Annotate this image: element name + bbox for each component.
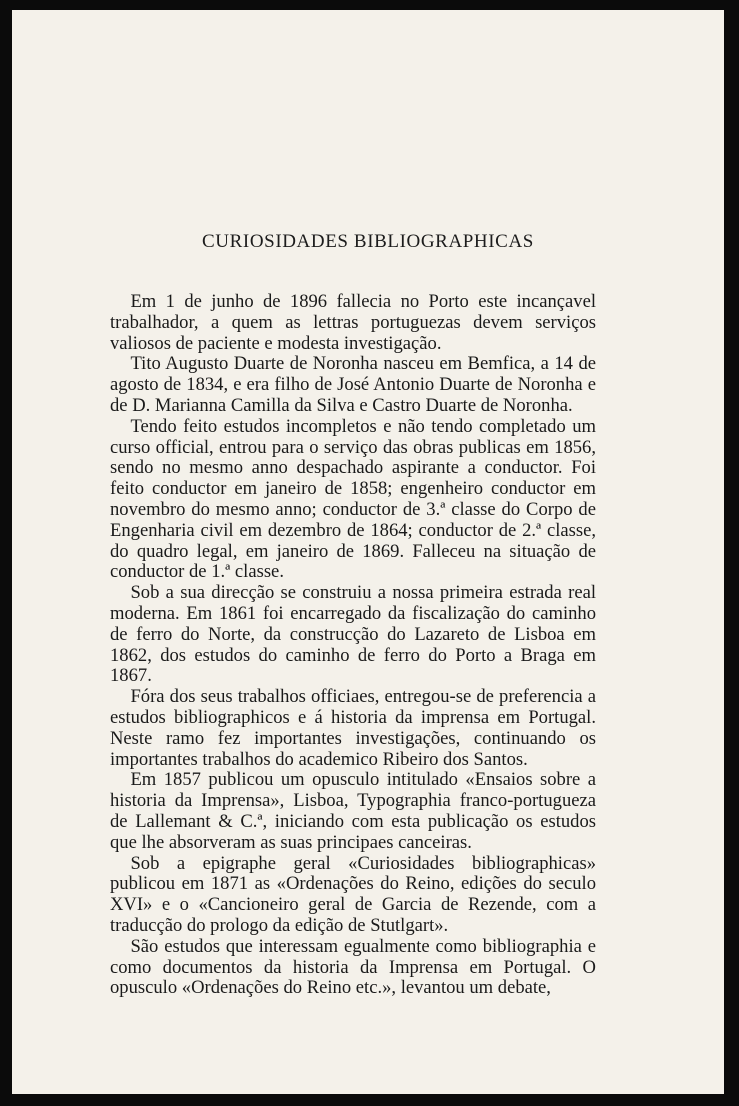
paragraph: Em 1857 publicou um opusculo intitulado «Ensaios sobre a historia da Imprensa», Lisboa, Typographia franco-portugueza de Lallemant & C.ª, iniciando com esta publicação os estudos que lhe absorveram as suas principaes canceiras.	[110, 769, 596, 853]
document-page	[12, 10, 724, 1094]
body-text	[110, 292, 596, 999]
paragraph: Sob a epigraphe geral «Curiosidades bibliographicas» publicou em 1871 as «Ordenações do Reino, edições do seculo XVI» e o «Cancioneiro geral de Garcia de Rezende, com a traducção do prologo da edição de Stutlgart».	[110, 852, 596, 936]
page-title: CURIOSIDADES BIBLIOGRAPHICAS	[202, 231, 534, 252]
paragraph: Fóra dos seus trabalhos officiaes, entregou-se de preferencia a estudos bibliographicos e á historia da imprensa em Portugal. Neste ramo fez importantes investigações, continuando os importantes trabalhos do academico Ribeiro dos Santos.	[110, 686, 596, 770]
paragraph: São estudos que interessam egualmente como bibliographia e como documentos da historia da Imprensa em Portugal. O opusculo «Ordenações do Reino etc.», levantou um debate,	[110, 935, 596, 999]
paragraph: Em 1 de junho de 1896 fallecia no Porto este incançavel trabalhador, a quem as lettras portuguezas devem serviços valiosos de paciente e modesta investigação.	[110, 291, 596, 354]
paragraph: Tendo feito estudos incompletos e não tendo completado um curso official, entrou para o serviço das obras publicas em 1856, sendo no mesmo anno despachado aspirante a conductor. Foi feito conductor em janeiro de 1858; engenheiro conductor em novembro do mesmo anno; conductor de 3.ª classe do Corpo de Engenharia civil em dezembro de 1864; conductor de 2.ª classe, do quadro legal, em janeiro de 1869. Falleceu na situação de conductor de 1.ª classe.	[110, 415, 596, 583]
paragraph: Tito Augusto Duarte de Noronha nasceu em Bemfica, a 14 de agosto de 1834, e era filho de José Antonio Duarte de Noronha e de D. Marianna Camilla da Silva e Castro Duarte de Noronha.	[110, 353, 596, 416]
paragraph: Sob a sua direcção se construiu a nossa primeira estrada real moderna. Em 1861 foi encarregado da fiscalização do caminho de ferro do Norte, da construcção do Lazareto de Lisboa em 1862, dos estudos do caminho de ferro do Porto a Braga em 1867.	[110, 582, 596, 687]
